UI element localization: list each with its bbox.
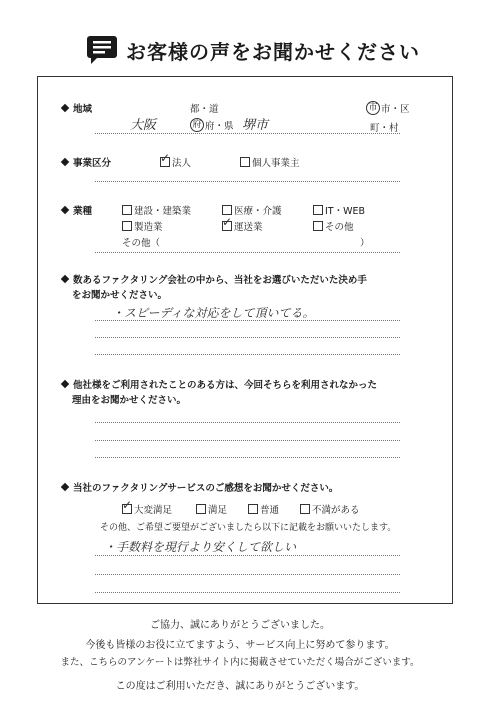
- region-answer-city: 堺市: [242, 118, 269, 133]
- option-label: 建設・建築業: [134, 206, 192, 217]
- q3-line-3: [95, 592, 400, 593]
- q2-line-3: [95, 457, 400, 458]
- q1-line-1: [95, 320, 400, 321]
- business-option-sole-proprietor[interactable]: [240, 155, 300, 169]
- option-label: 医療・介護: [234, 206, 282, 217]
- q2-line1: 他社様をご利用されたことのある方は、今回そちらを利用されなかった: [73, 380, 378, 391]
- region-heading: [62, 101, 92, 115]
- comment-form-icon: [86, 35, 118, 65]
- q3-option-very-satisfied[interactable]: [122, 498, 173, 516]
- q2-line2: 理由をお聞かせください。: [72, 395, 187, 406]
- footer-line3: また、こちらのアンケートは弊社サイト内に掲載させていただく場合がございます。: [60, 657, 420, 668]
- option-label: 運送業: [234, 222, 263, 233]
- footer-line4: この度はご利用いただき、誠にありがとうございます。: [115, 681, 365, 692]
- region-underline: [95, 133, 400, 134]
- option-label: IT・WEB: [325, 206, 366, 217]
- checkbox[interactable]: [122, 205, 132, 215]
- option-label: 法人: [172, 158, 192, 169]
- industry-underline: [95, 252, 400, 253]
- industry-label: 業種: [73, 206, 93, 217]
- business-type-label: 事業区分: [73, 158, 112, 169]
- q1-line-3: [95, 354, 400, 355]
- industry-other-open: その他（: [122, 238, 161, 249]
- option-label: 満足: [208, 505, 228, 516]
- region-label: 地域: [73, 104, 93, 115]
- q2-heading: [62, 377, 377, 391]
- check-mark-icon: ✓: [222, 215, 233, 229]
- option-label: 大変満足: [134, 505, 173, 516]
- checkbox[interactable]: [222, 205, 232, 215]
- checkbox[interactable]: [160, 151, 171, 167]
- fu-ken-text: 府・県: [205, 121, 234, 132]
- q2-line-2: [95, 440, 400, 441]
- shi-ku-label: [366, 101, 410, 115]
- business-type-heading: [62, 155, 111, 169]
- option-label: 製造業: [134, 222, 163, 233]
- business-underline: [95, 181, 400, 182]
- option-label: その他: [325, 222, 354, 233]
- option-label: 不満がある: [312, 505, 360, 516]
- q1-line2: をお聞かせください。: [72, 290, 168, 301]
- q3-note: その他、ご希望ご要望がございましたら以下に記載をお願いいたします。: [100, 523, 397, 533]
- option-label: 個人事業主: [252, 158, 300, 169]
- industry-heading: [62, 203, 92, 217]
- checkbox[interactable]: [248, 504, 258, 514]
- checkbox[interactable]: [313, 221, 323, 231]
- checkbox[interactable]: [240, 157, 250, 167]
- q3-heading: [62, 480, 338, 494]
- fu-circled: 府: [190, 118, 204, 132]
- diamond-bullet-icon: [61, 206, 69, 214]
- diamond-bullet-icon: [61, 104, 69, 112]
- check-mark-icon: ✓: [122, 498, 133, 512]
- q3-option-dissatisfied[interactable]: [300, 502, 360, 516]
- form-header: [86, 32, 420, 68]
- q1-line1: 数あるファクタリング会社の中から、当社をお選びいただいた決め手: [73, 275, 367, 286]
- checkbox[interactable]: [196, 504, 206, 514]
- q3-line-1: [95, 555, 400, 556]
- industry-option-transport[interactable]: [222, 215, 263, 233]
- page-title: お客様の声をお聞かせください: [126, 39, 420, 64]
- diamond-bullet-icon: [61, 275, 69, 283]
- checkbox[interactable]: [222, 215, 233, 231]
- footer-line1: ご協力、誠にありがとうございました。: [150, 620, 330, 631]
- diamond-bullet-icon: [61, 158, 69, 166]
- diamond-bullet-icon: [61, 380, 69, 388]
- industry-other-close: ）: [360, 238, 370, 249]
- shi-ku-text: 市・区: [381, 104, 410, 115]
- industry-option-construction[interactable]: [122, 203, 191, 217]
- industry-option-other[interactable]: [313, 219, 354, 233]
- fu-ken-label: [190, 118, 234, 132]
- q3-line1: 当社のファクタリングサービスのご感想をお聞かせください。: [73, 483, 339, 494]
- checkbox[interactable]: [122, 498, 133, 514]
- q3-line-2: [95, 574, 400, 575]
- business-option-corporation[interactable]: [160, 151, 192, 169]
- check-mark-icon: ✓: [160, 151, 171, 165]
- footer-line2: 今後も皆様のお役に立てますよう、サービス向上に努めて参ります。: [85, 640, 395, 651]
- industry-option-manufacturing[interactable]: [122, 219, 163, 233]
- diamond-bullet-icon: [61, 483, 69, 491]
- checkbox[interactable]: [313, 205, 323, 215]
- q3-option-neutral[interactable]: [248, 502, 279, 516]
- to-do-label: 都・道: [190, 104, 219, 115]
- q3-answer[interactable]: ・手数料を現行より安くして欲しい: [104, 540, 297, 554]
- option-label: 普通: [260, 505, 280, 516]
- q1-answer[interactable]: ・スピーディな対応をして頂いてる。: [112, 306, 315, 320]
- cho-son-label: 町・村: [370, 123, 399, 134]
- shi-circled: 市: [366, 101, 380, 115]
- industry-option-it[interactable]: [313, 203, 365, 217]
- q1-heading: [62, 272, 367, 286]
- region-answer-pref: 大阪: [130, 118, 157, 133]
- q2-line-1: [95, 422, 400, 423]
- checkbox[interactable]: [300, 504, 310, 514]
- checkbox[interactable]: [122, 221, 132, 231]
- q1-line-2: [95, 337, 400, 338]
- q3-option-satisfied[interactable]: [196, 502, 227, 516]
